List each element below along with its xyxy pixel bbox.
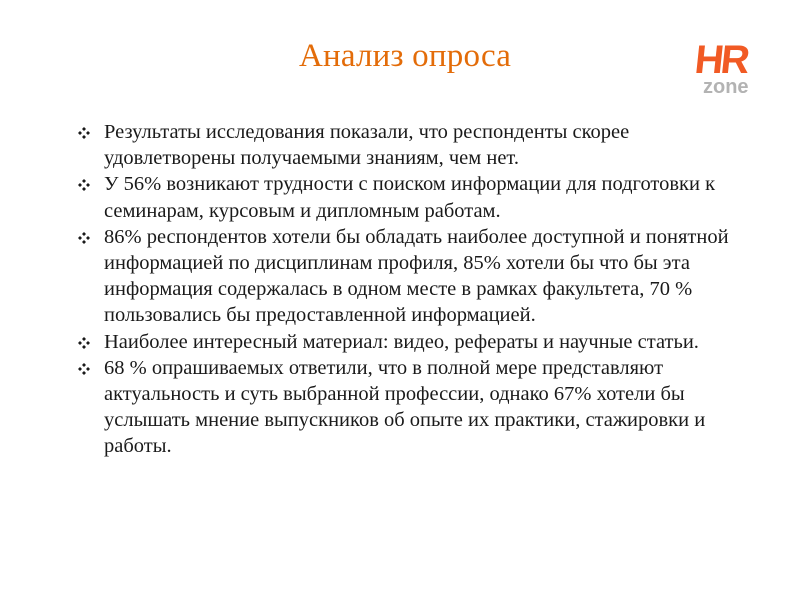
hr-zone-logo: [693, 38, 765, 100]
four-diamond-bullet-icon: [78, 179, 90, 191]
bullet-list: [78, 119, 758, 460]
bullet-text: 68 % опрашиваемых ответили, что в полной мере представляют актуальность и суть выбранной профессии, однако 67% хотели бы услышать мнение выпускников об опыте их практики, стажировки и работы.: [104, 356, 706, 458]
bullet-item: [78, 355, 758, 460]
four-diamond-bullet-icon: [78, 363, 90, 375]
bullet-item: [78, 119, 758, 171]
bullet-item: [78, 224, 758, 329]
bullet-item: [78, 329, 758, 355]
four-diamond-bullet-icon: [78, 232, 90, 244]
bullet-text: Результаты исследования показали, что респонденты скорее удовлетворены получаемыми знаниям, чем нет.: [104, 121, 630, 170]
bullet-text: Наиболее интересный материал: видео, рефераты и научные статьи.: [104, 330, 699, 353]
logo-hr-text: HR: [692, 38, 750, 82]
four-diamond-bullet-icon: [78, 337, 90, 349]
bullet-text: 86% респондентов хотели бы обладать наиболее доступной и понятной информацией по дисциплинам профиля, 85% хотели бы что бы эта информация содержалась в одном месте в рамках факультета, 70 % пользовались бы предоставленной информацией.: [104, 225, 729, 327]
bullet-text: У 56% возникают трудности с поиском информации для подготовки к семинарам, курсовым и дипломным работам.: [104, 173, 716, 222]
logo-zone-text: zone: [703, 76, 749, 98]
four-diamond-bullet-icon: [78, 127, 90, 139]
bullet-item: [78, 171, 758, 223]
slide-title: Анализ опроса: [298, 38, 512, 74]
